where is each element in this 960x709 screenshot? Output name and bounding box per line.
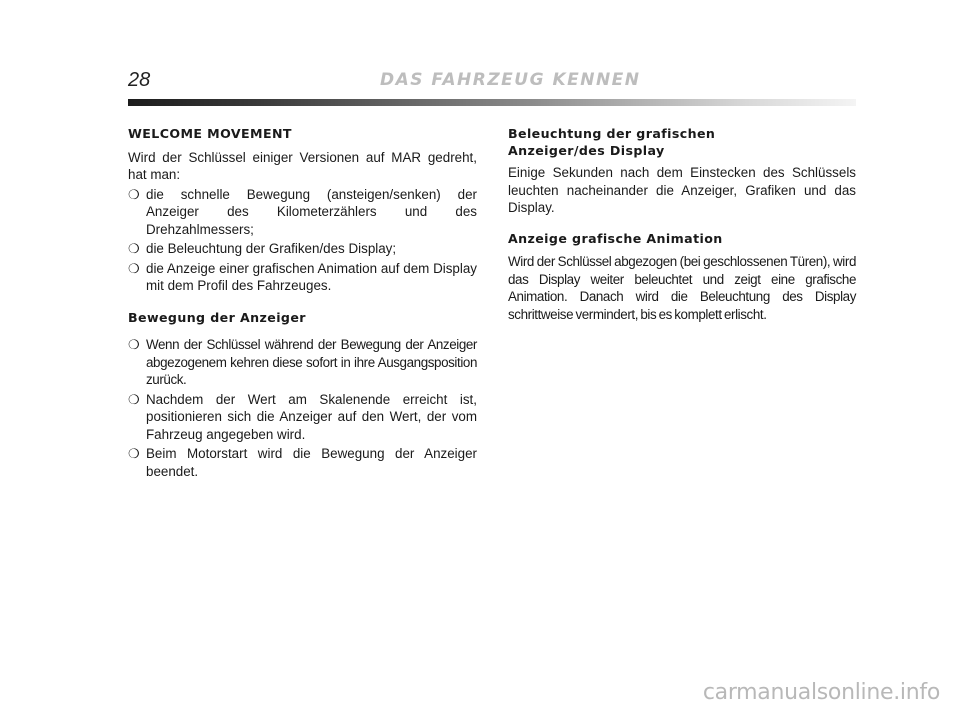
- heading-bewegung-der-anzeiger: Bewegung der Anzeiger: [128, 309, 306, 325]
- list-item: ❍ die Beleuchtung der Grafiken/des Display;: [128, 241, 397, 256]
- left-column: [128, 126, 477, 480]
- list-item: ❍ die Anzeige einer grafischen Animation auf dem Display mit dem Profil des Fahrzeuges.: [128, 260, 477, 293]
- bullet-circle-icon: ❍: [128, 337, 140, 352]
- list-item: ❍ Beim Motorstart wird die Bewegung der Anzeiger beendet.: [128, 446, 477, 479]
- bullet-circle-icon: ❍: [128, 446, 140, 461]
- heading-anzeige-animation: Anzeige grafische Animation: [508, 230, 723, 246]
- list-item: ❍ Wenn der Schlüssel während der Bewegung der Anzeiger abgezogenem kehren diese sofort in ihre Ausgangsposition zurück.: [128, 337, 477, 387]
- bullet-circle-icon: ❍: [128, 186, 140, 202]
- beleuchtung-paragraph: Einige Sekunden nach dem Einstecken des Schlüssels leuchten nacheinander die Anzeiger, Grafiken und das Display.: [508, 165, 856, 215]
- heading-beleuchtung: Beleuchtung der grafischen Anzeiger/des Display: [508, 126, 716, 158]
- intro-paragraph: Wird der Schlüssel einiger Versionen auf MAR gedreht, hat man:: [128, 149, 477, 182]
- list-item: ❍ die schnelle Bewegung (ansteigen/senken) der Anzeiger des Kilometerzählers und des Drehzahlmessers;: [128, 186, 477, 237]
- bullet-circle-icon: ❍: [128, 260, 140, 276]
- right-column: [508, 126, 856, 323]
- bullet-list-welcome: [128, 186, 477, 295]
- list-item: ❍ Nachdem der Wert am Skalenende erreicht ist, positionieren sich die Anzeiger auf den Wert, der vom Fahrzeug angegeben wird.: [128, 391, 477, 442]
- header-rule: [128, 99, 856, 106]
- page-number: 28: [128, 69, 151, 91]
- bullet-list-bewegung: [128, 336, 477, 480]
- bullet-circle-icon: ❍: [128, 241, 140, 256]
- bullet-circle-icon: ❍: [128, 391, 140, 407]
- watermark-text: carmanualsonline.info: [702, 680, 940, 705]
- section-header-title: DAS FAHRZEUG KENNEN: [380, 70, 641, 90]
- heading-welcome-movement: WELCOME MOVEMENT: [128, 126, 292, 141]
- animation-paragraph: Wird der Schlüssel abgezogen (bei geschlossenen Türen), wird das Display weiter beleuchtet und zeigt eine grafische Animation. Danach wird die Beleuchtung des Display schrittweise vermindert, bis es komplett erlischt.: [508, 254, 856, 322]
